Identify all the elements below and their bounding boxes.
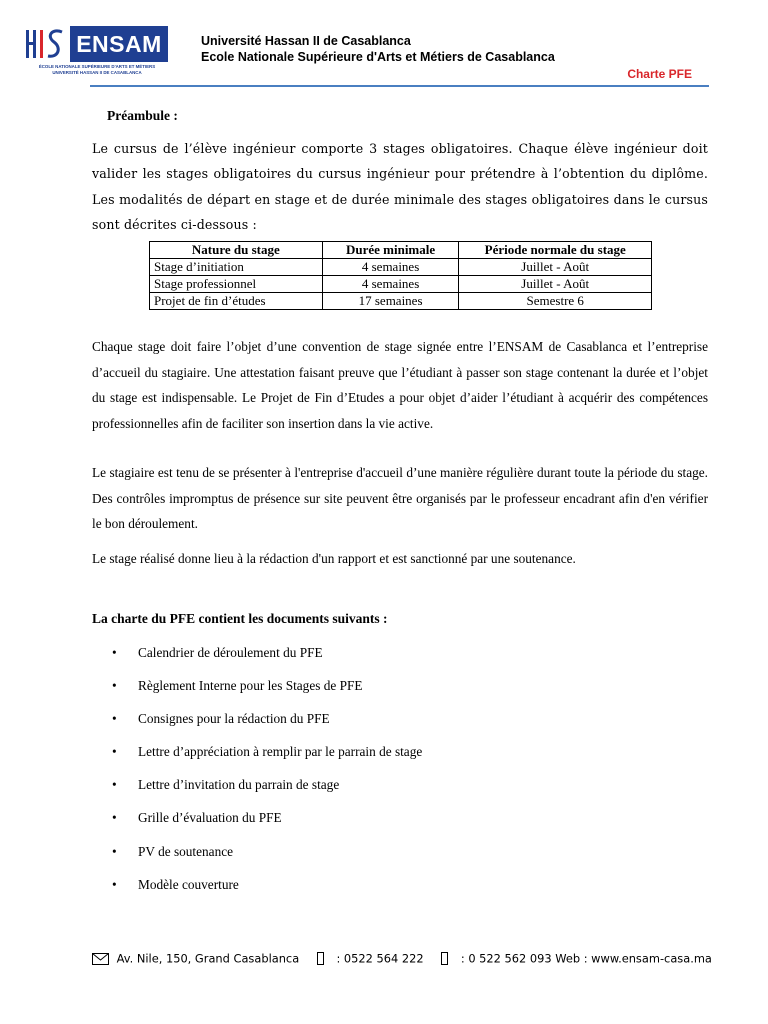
table-row [150, 293, 652, 310]
table-header-cell: Durée minimale [322, 242, 459, 259]
phone-icon [317, 952, 324, 965]
table-cell: Semestre 6 [459, 293, 652, 310]
university-name: Université Hassan II de Casablanca [201, 34, 411, 48]
list-item: • Règlement Interne pour les Stages de PFE [110, 675, 422, 708]
paragraph-convention: Chaque stage doit faire l’objet d’une convention de stage signée entre l’ENSAM de Casablanca et l’entreprise d’accueil du stagiaire. Une attestation faisant preuve que l’étudiant à passer son stage contenant la durée et l’objet du stage est indispensable. Le Projet de Fin d’Etudes a pour objet d’aider l’étudiant à acquérir des compétences professionnelles afin de faciliter son insertion dans la vie active. [92, 339, 708, 431]
table-cell: Juillet - Août [459, 276, 652, 293]
paragraph-attendance: Le stagiaire est tenu de se présenter à l'entreprise d'accueil d’une manière régulière durant toute la période du stage. Des contrôles impromptus de présence sur site peuvent être organisés par le professeur encadrant afin d'en vérifier le bon déroulement. [92, 465, 708, 531]
list-item: • PV de soutenance [110, 841, 422, 874]
bullet-icon: • [112, 645, 117, 660]
logo-wordmark: ENSAM [70, 26, 168, 62]
bullet-icon: • [112, 711, 117, 727]
document-label: Charte PFE [627, 67, 692, 81]
ensam-logo [24, 25, 170, 75]
list-item: • Modèle couverture [110, 874, 422, 907]
header-divider [90, 85, 709, 87]
table-row [150, 259, 652, 276]
bullet-icon: • [112, 876, 117, 892]
table-header-cell: Nature du stage [150, 242, 323, 259]
table-header-row [150, 242, 652, 259]
table-header-cell: Période normale du stage [459, 242, 652, 259]
university-emblem-icon [24, 26, 68, 62]
preamble-heading: Préambule : [107, 108, 178, 123]
footer-fax-web: : 0 522 562 093 Web : www.ensam-casa.ma [460, 951, 712, 966]
table-cell: Stage d’initiation [150, 259, 323, 276]
table-cell: 17 semaines [322, 293, 459, 310]
table-cell: 4 semaines [322, 276, 459, 293]
list-item: • Calendrier de déroulement du PFE [110, 642, 422, 675]
list-item: • Lettre d’invitation du parrain de stage [110, 774, 422, 807]
bullet-icon: • [112, 810, 117, 826]
table-cell: 4 semaines [322, 259, 459, 276]
footer-phone: : 0522 564 222 [336, 951, 424, 966]
charte-heading: La charte du PFE contient les documents suivants : [92, 611, 388, 626]
list-item: • Consignes pour la rédaction du PFE [110, 708, 422, 741]
envelope-icon [92, 953, 109, 965]
list-item: • Grille d’évaluation du PFE [110, 807, 422, 840]
preamble-intro: Le cursus de l’élève ingénieur comporte 3 stages obligatoires. Chaque élève ingénieur doit valider les stages obligatoires du cursus ingénieur pour prétendre à l’obtention du diplôme. Les modalités de départ en stage et de durée minimale des stages obligatoires dans le cursus sont décrites ci-dessous : [92, 141, 708, 232]
list-item: • Lettre d’appréciation à remplir par le parrain de stage [110, 741, 422, 774]
table-cell: Juillet - Août [459, 259, 652, 276]
footer-address: Av. Nile, 150, Grand Casablanca [116, 951, 300, 966]
page-footer [92, 951, 712, 966]
school-name: Ecole Nationale Supérieure d'Arts et Métiers de Casablanca [201, 50, 555, 64]
fax-icon [441, 952, 448, 965]
paragraph-report: Le stage réalisé donne lieu à la rédaction d'un rapport et est sanctionné par une soutenance. [92, 551, 576, 566]
stages-table [149, 241, 652, 310]
table-cell: Projet de fin d’études [150, 293, 323, 310]
table-row [150, 276, 652, 293]
logo-subtitle: ÉCOLE NATIONALE SUPÉRIEURE D'ARTS ET MÉTIERS UNIVERSITÉ HASSAN II DE CASABLANCA [38, 64, 156, 75]
table-cell: Stage professionnel [150, 276, 323, 293]
documents-list [110, 642, 422, 907]
bullet-icon: • [112, 678, 117, 694]
bullet-icon: • [112, 843, 117, 859]
bullet-icon: • [112, 744, 117, 760]
bullet-icon: • [112, 777, 117, 793]
